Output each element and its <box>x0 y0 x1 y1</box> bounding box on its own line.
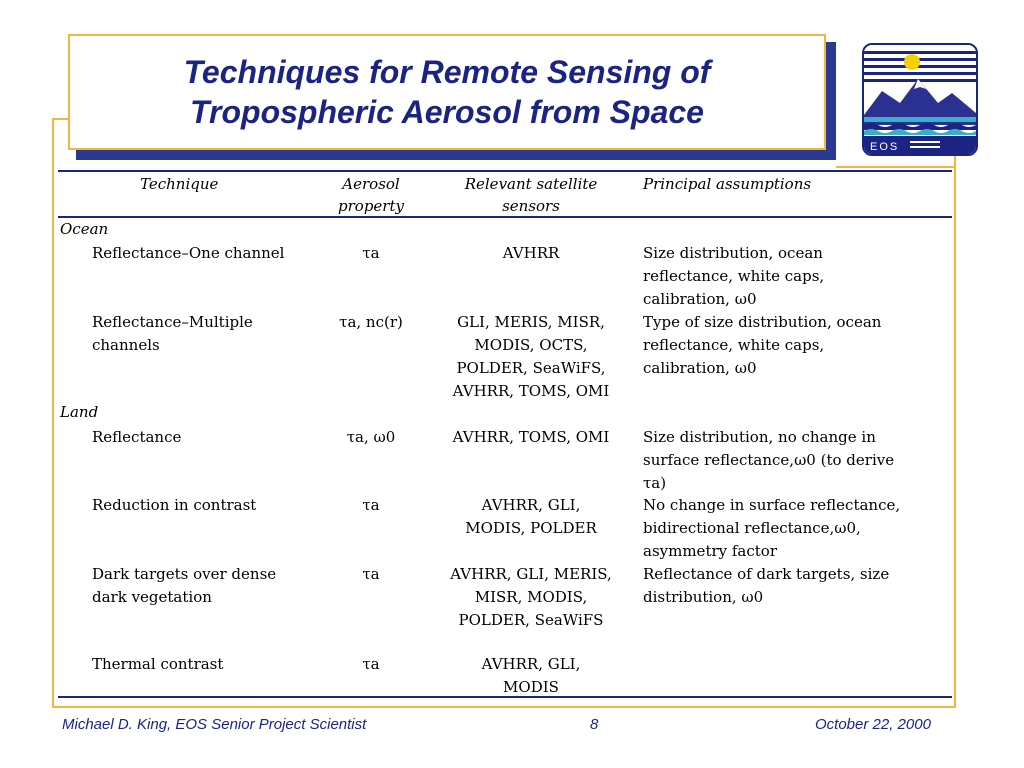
row-3-sensors-line-2: MODIS, POLDER <box>465 519 597 537</box>
row-4-sensors <box>428 563 634 632</box>
row-1-assumptions-line-3: calibration, ω0 <box>643 359 757 377</box>
row-5-technique-line: Thermal contrast <box>92 655 224 673</box>
row-3-sensors <box>428 494 634 540</box>
footer-page-number: 8 <box>590 716 599 733</box>
row-2-sensors-line: AVHRR, TOMS, OMI <box>452 428 610 446</box>
row-0-assumptions <box>643 242 948 311</box>
row-0-technique <box>92 242 328 265</box>
row-0-assumptions-line-2: reflectance, white caps, <box>643 267 825 285</box>
row-3-assumptions-line-1: No change in surface reflectance, <box>643 496 901 514</box>
header-property-line-2: property <box>338 197 404 215</box>
row-5-technique <box>92 653 328 676</box>
eos-logo-icon <box>864 45 976 154</box>
row-3-technique-line: Reduction in contrast <box>92 496 257 514</box>
section-land: Land <box>60 403 99 421</box>
row-2-property-line: τa, ω0 <box>346 428 396 446</box>
row-0-assumptions-line-1: Size distribution, ocean <box>643 244 823 262</box>
header-property <box>330 173 412 217</box>
row-4-property-line: τa <box>362 565 380 583</box>
row-1-technique-line-2: channels <box>92 336 160 354</box>
row-5-property <box>330 653 412 676</box>
row-1-assumptions-line-2: reflectance, white caps, <box>643 336 825 354</box>
row-2-technique <box>92 426 328 449</box>
header-assumptions: Principal assumptions <box>643 175 812 193</box>
row-0-property <box>330 242 412 265</box>
row-5-property-line: τa <box>362 655 380 673</box>
row-4-property <box>330 563 412 586</box>
row-4-technique-line-1: Dark targets over dense <box>92 565 277 583</box>
row-0-sensors-line: AVHRR <box>502 244 560 262</box>
row-3-assumptions-line-2: bidirectional reflectance,ω0, <box>643 519 861 537</box>
row-2-sensors <box>428 426 634 449</box>
row-0-property-line: τa <box>362 244 380 262</box>
row-4-technique-line-2: dark vegetation <box>92 588 212 606</box>
header-sensors-line-1: Relevant satellite <box>464 175 598 193</box>
header-technique: Technique <box>140 175 219 193</box>
row-3-technique <box>92 494 328 517</box>
footer-date: October 22, 2000 <box>815 716 931 733</box>
row-4-assumptions-line-1: Reflectance of dark targets, size <box>643 565 890 583</box>
row-1-technique-line-1: Reflectance–Multiple <box>92 313 253 331</box>
header-sensors-line-2: sensors <box>502 197 560 215</box>
row-4-technique <box>92 563 328 609</box>
row-2-assumptions-line-1: Size distribution, no change in <box>643 428 876 446</box>
row-3-assumptions-line-3: asymmetry factor <box>643 542 778 560</box>
row-4-sensors-line-1: AVHRR, GLI, MERIS, <box>450 565 612 583</box>
row-2-property <box>330 426 412 449</box>
row-0-sensors <box>428 242 634 265</box>
row-1-sensors-line-3: POLDER, SeaWiFS, <box>456 359 606 377</box>
row-1-sensors <box>428 311 634 403</box>
section-ocean: Ocean <box>60 220 109 238</box>
row-4-assumptions <box>643 563 948 609</box>
row-2-assumptions-line-3: τa) <box>643 474 667 492</box>
row-5-sensors-line-2: MODIS <box>503 678 559 696</box>
header-property-line-1: Aerosol <box>342 175 400 193</box>
row-1-assumptions <box>643 311 948 380</box>
header-sensors <box>428 173 634 217</box>
row-1-property-line: τa, nc(r) <box>339 313 403 331</box>
row-0-technique-line: Reflectance–One channel <box>92 244 285 262</box>
slide-title-line-1: Techniques for Remote Sensing of <box>183 54 711 90</box>
row-2-technique-line: Reflectance <box>92 428 182 446</box>
row-1-sensors-line-4: AVHRR, TOMS, OMI <box>452 382 610 400</box>
frame-corner-left <box>52 118 70 120</box>
row-1-sensors-line-1: GLI, MERIS, MISR, <box>457 313 605 331</box>
eos-logo-text: EOS <box>870 141 900 153</box>
frame-corner-right <box>836 166 956 168</box>
row-3-sensors-line-1: AVHRR, GLI, <box>481 496 581 514</box>
row-4-sensors-line-3: POLDER, SeaWiFS <box>458 611 604 629</box>
eos-logo <box>862 43 978 156</box>
row-4-assumptions-line-2: distribution, ω0 <box>643 588 764 606</box>
row-3-assumptions <box>643 494 948 563</box>
table-rule-top <box>58 170 952 172</box>
row-1-technique <box>92 311 328 357</box>
row-1-property <box>330 311 412 334</box>
slide-title-line-2: Tropospheric Aerosol from Space <box>190 94 704 130</box>
row-3-property <box>330 494 412 517</box>
row-0-assumptions-line-3: calibration, ω0 <box>643 290 757 308</box>
row-4-sensors-line-2: MISR, MODIS, <box>474 588 588 606</box>
row-1-sensors-line-2: MODIS, OCTS, <box>474 336 588 354</box>
footer-author: Michael D. King, EOS Senior Project Scientist <box>62 716 367 733</box>
row-3-property-line: τa <box>362 496 380 514</box>
row-2-assumptions-line-2: surface reflectance,ω0 (to derive <box>643 451 895 469</box>
row-1-assumptions-line-1: Type of size distribution, ocean <box>643 313 882 331</box>
row-2-assumptions <box>643 426 948 495</box>
row-5-sensors-line-1: AVHRR, GLI, <box>481 655 581 673</box>
row-5-sensors <box>428 653 634 699</box>
